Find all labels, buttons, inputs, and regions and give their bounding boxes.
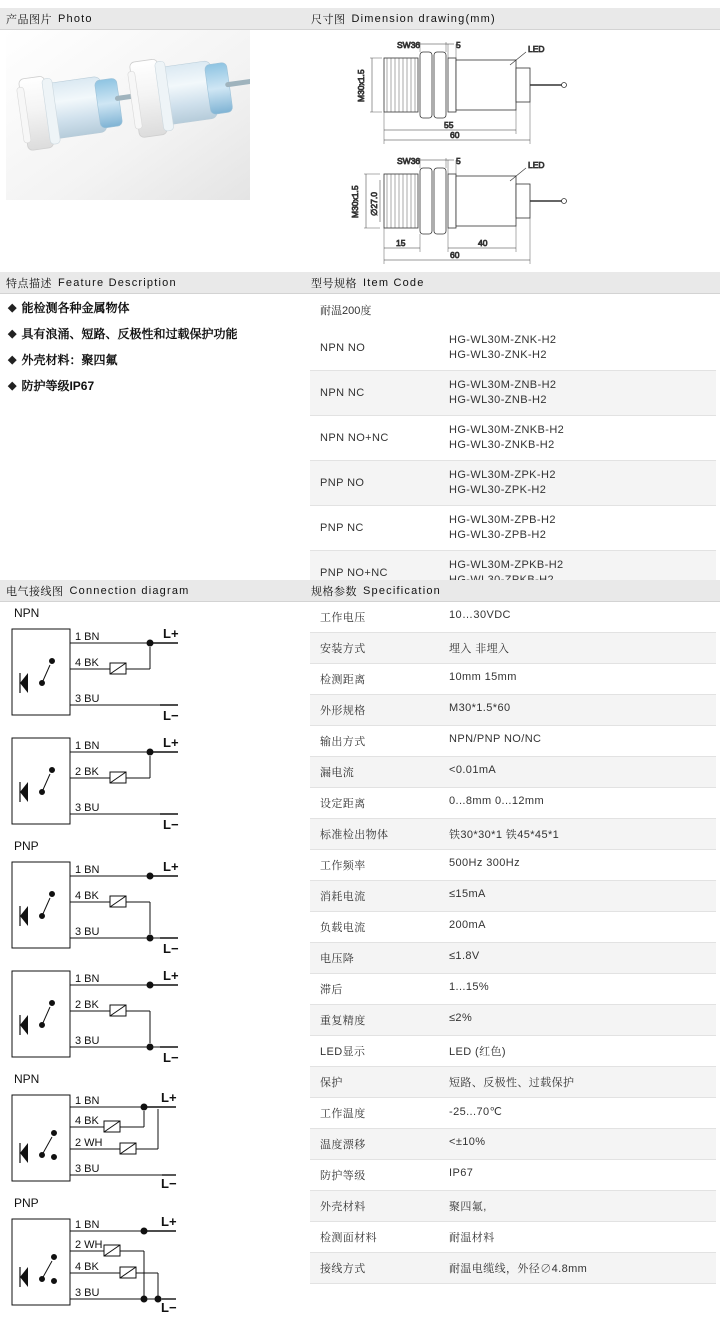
spec-key: 消耗电流 (320, 891, 366, 903)
section-header-dimension-en: Dimension drawing(mm) (351, 12, 496, 25)
connection-diagrams (0, 604, 300, 1318)
table-row (310, 757, 716, 788)
wiring-diagram-npn-2 (0, 730, 300, 834)
wire-label: 4 BK (75, 890, 99, 902)
spec-key: 设定距离 (320, 798, 366, 810)
svg-text:M30x1.5: M30x1.5 (356, 69, 366, 102)
section-header-specification-cn: 规格参数 (311, 585, 357, 598)
spec-key: 保护 (320, 1077, 343, 1089)
section-header-feature-cn: 特点描述 (6, 277, 52, 290)
spec-value: 埋入 非埋入 (449, 643, 510, 655)
table-row (310, 1222, 716, 1253)
spec-value: 10mm 15mm (449, 671, 517, 683)
wiring-diagram-npn-1 (0, 621, 300, 725)
feature-item (8, 326, 298, 343)
wire-label: 4 BK (75, 657, 99, 669)
table-row (310, 881, 716, 912)
spec-value: IP67 (449, 1167, 474, 1179)
svg-text:LED: LED (528, 44, 545, 54)
spec-key: 安装方式 (320, 643, 366, 655)
wire-label: 3 BU (75, 802, 100, 814)
wiring-diagram-pnp-nonc (0, 1211, 300, 1315)
wire-label: 1 BN (75, 864, 100, 876)
item-code-value: HG-WL30-ZNK-H2 (449, 349, 547, 361)
spec-value: NPN/PNP NO/NC (449, 733, 542, 745)
item-code-value: HG-WL30M-ZNK-H2 (449, 334, 557, 346)
spec-value: M30*1.5*60 (449, 702, 511, 714)
spec-key: 工作电压 (320, 612, 366, 624)
product-photo-illustration (6, 30, 250, 200)
table-row (310, 602, 716, 633)
wire-label: 1 BN (75, 631, 100, 643)
spec-key: 温度漂移 (320, 1139, 366, 1151)
wire-label: 4 BK (75, 1261, 99, 1273)
wire-label: 3 BU (75, 1287, 100, 1299)
wiring-group-title: PNP (14, 839, 39, 853)
item-code-type: NPN NO+NC (320, 432, 389, 444)
product-photo (6, 30, 250, 200)
spec-key: 重复精度 (320, 1015, 366, 1027)
table-row (310, 1253, 716, 1284)
section-header-connection (0, 580, 305, 602)
wire-label: 2 BK (75, 999, 99, 1011)
supply-minus: L− (163, 1050, 179, 1065)
table-row (310, 850, 716, 881)
wiring-group-title: PNP (14, 1196, 39, 1210)
item-code-type: NPN NO (320, 342, 366, 354)
spec-value: LED (红色) (449, 1046, 506, 1058)
wire-label: 3 BU (75, 693, 100, 705)
section-header-item-code-en: Item Code (363, 276, 425, 289)
table-row (310, 1098, 716, 1129)
item-code-value: HG-WL30M-ZPKB-H2 (449, 559, 564, 571)
svg-text:LED: LED (528, 160, 545, 170)
spec-value: ≤1.8V (449, 950, 480, 962)
spec-key: LED显示 (320, 1046, 366, 1058)
section-header-photo-en: Photo (58, 12, 93, 25)
wiring-group-title: NPN (14, 606, 40, 620)
supply-plus: L+ (161, 1090, 177, 1105)
item-code-values (445, 461, 716, 505)
spec-value: 耐温材料 (449, 1232, 495, 1244)
section-header-connection-en: Connection diagram (69, 584, 190, 597)
spec-key: 标准检出物体 (320, 829, 389, 841)
table-row (310, 788, 716, 819)
item-code-value: HG-WL30-ZNKB-H2 (449, 439, 555, 451)
wire-label: 2 WH (75, 1137, 103, 1149)
wiring-diagram-pnp-2 (0, 963, 300, 1067)
svg-text:5: 5 (456, 40, 461, 50)
item-code-values (445, 371, 716, 415)
spec-key: 外壳材料 (320, 1201, 366, 1213)
wiring-group-title: NPN (14, 1072, 40, 1086)
table-row (310, 664, 716, 695)
spec-key: 外形规格 (320, 705, 366, 717)
wire-label: 1 BN (75, 973, 100, 985)
feature-list (8, 300, 298, 404)
spec-value: 200mA (449, 919, 486, 931)
svg-text:5: 5 (456, 156, 461, 166)
svg-text:M30x1.5: M30x1.5 (350, 185, 360, 218)
spec-key: 滞后 (320, 984, 343, 996)
feature-item-label: 具有浪涌、短路、反极性和过载保护功能 (21, 327, 238, 341)
item-code-value: HG-WL30M-ZNB-H2 (449, 379, 557, 391)
svg-text:15: 15 (396, 238, 406, 248)
spec-key: 检测面材料 (320, 1232, 377, 1244)
spec-value: 短路、反极性、过载保护 (449, 1077, 575, 1089)
section-header-specification-en: Specification (363, 584, 441, 597)
table-row (310, 1036, 716, 1067)
wire-label: 3 BU (75, 926, 100, 938)
table-row (310, 633, 716, 664)
wire-label: 2 WH (75, 1239, 103, 1251)
item-code-type: PNP NC (320, 522, 364, 534)
spec-key: 输出方式 (320, 736, 366, 748)
spec-value: ≤15mA (449, 888, 486, 900)
svg-text:SW36: SW36 (397, 156, 421, 166)
diamond-bullet-icon: ◆ (8, 354, 17, 366)
spec-key: 防护等级 (320, 1170, 366, 1182)
section-header-feature (0, 272, 305, 294)
spec-value: <±10% (449, 1136, 486, 1148)
supply-minus: L− (161, 1300, 177, 1315)
svg-text:60: 60 (450, 130, 460, 140)
wire-label: 3 BU (75, 1035, 100, 1047)
svg-text:55: 55 (444, 120, 454, 130)
item-code-type: NPN NC (320, 387, 365, 399)
section-header-dimension-cn: 尺寸图 (311, 13, 346, 26)
spec-value: <0.01mA (449, 764, 497, 776)
wire-label: 1 BN (75, 1219, 100, 1231)
wire-label: 4 BK (75, 1115, 99, 1127)
feature-item-label: 外壳材料：聚四氟 (21, 353, 118, 367)
spec-value: 聚四氟, (449, 1201, 487, 1213)
dimension-drawing-svg (320, 26, 715, 271)
spec-key: 接线方式 (320, 1263, 366, 1275)
spec-key: 检测距离 (320, 674, 366, 686)
wire-label: 1 BN (75, 740, 100, 752)
table-row (310, 326, 716, 371)
spec-value: 0...8mm 0...12mm (449, 795, 545, 807)
feature-item-label: 防护等级IP67 (21, 379, 95, 393)
feature-item-label: 能检测各种金属物体 (21, 301, 130, 315)
svg-text:60: 60 (450, 250, 460, 260)
table-row (310, 1067, 716, 1098)
table-row (310, 1191, 716, 1222)
supply-minus: L− (163, 708, 179, 723)
dimension-drawing (320, 26, 715, 266)
table-row (310, 974, 716, 1005)
supply-minus: L− (163, 941, 179, 956)
feature-item (8, 300, 298, 317)
wiring-diagram-pnp-1 (0, 854, 300, 958)
svg-text:∅27.0: ∅27.0 (369, 192, 379, 216)
item-code-table (310, 294, 716, 596)
supply-plus: L+ (163, 859, 179, 874)
spec-value: 10…30VDC (449, 609, 511, 621)
table-row (310, 506, 716, 551)
item-code-values (445, 416, 716, 460)
item-code-value: HG-WL30M-ZNKB-H2 (449, 424, 565, 436)
table-row (310, 819, 716, 850)
spec-value: 铁30*30*1 铁45*45*1 (449, 829, 560, 841)
item-code-type: PNP NO (320, 477, 365, 489)
item-code-value: HG-WL30-ZPB-H2 (449, 529, 547, 541)
section-header-item-code (305, 272, 720, 294)
table-row (310, 1160, 716, 1191)
section-header-photo (0, 8, 305, 30)
spec-value: ≤2% (449, 1012, 473, 1024)
spec-key: 电压降 (320, 953, 355, 965)
spec-key: 工作温度 (320, 1108, 366, 1120)
table-row (310, 1005, 716, 1036)
table-row (310, 1129, 716, 1160)
table-row (310, 416, 716, 461)
table-row (310, 912, 716, 943)
spec-key: 漏电流 (320, 767, 355, 779)
wire-label: 1 BN (75, 1095, 100, 1107)
section-header-feature-en: Feature Description (58, 276, 177, 289)
section-header-item-code-cn: 型号规格 (311, 277, 357, 290)
item-code-type: PNP NO+NC (320, 567, 388, 579)
table-row (310, 371, 716, 416)
table-row (310, 461, 716, 506)
feature-item (8, 352, 298, 369)
table-row (310, 943, 716, 974)
feature-item (8, 378, 298, 395)
wire-label: 2 BK (75, 766, 99, 778)
diamond-bullet-icon: ◆ (8, 380, 17, 392)
supply-minus: L− (161, 1176, 177, 1191)
diamond-bullet-icon: ◆ (8, 328, 17, 340)
item-code-value: HG-WL30-ZPK-H2 (449, 484, 547, 496)
item-code-value: HG-WL30M-ZPB-H2 (449, 514, 556, 526)
wiring-diagram-npn-nonc (0, 1087, 300, 1191)
supply-plus: L+ (163, 626, 179, 641)
supply-minus: L− (163, 817, 179, 832)
wire-label: 3 BU (75, 1163, 100, 1175)
svg-text:SW36: SW36 (397, 40, 421, 50)
specification-table (310, 602, 716, 1284)
spec-key: 工作频率 (320, 860, 366, 872)
item-code-value: HG-WL30M-ZPK-H2 (449, 469, 556, 481)
item-code-value: HG-WL30-ZNB-H2 (449, 394, 547, 406)
spec-value: 1...15% (449, 981, 490, 993)
section-header-specification (305, 580, 720, 602)
section-header-connection-cn: 电气接线图 (6, 585, 64, 598)
spec-value: -25...70℃ (449, 1106, 503, 1118)
item-code-values (445, 326, 716, 370)
supply-plus: L+ (161, 1214, 177, 1229)
diamond-bullet-icon: ◆ (8, 302, 17, 314)
supply-plus: L+ (163, 735, 179, 750)
item-code-note: 耐温200度 (320, 305, 372, 317)
supply-plus: L+ (163, 968, 179, 983)
spec-value: 500Hz 300Hz (449, 857, 521, 869)
spec-key: 负载电流 (320, 922, 366, 934)
spec-value: 耐温电缆线，外径∅4.8mm (449, 1263, 588, 1275)
svg-text:40: 40 (478, 238, 488, 248)
item-code-values (445, 506, 716, 550)
table-row (310, 726, 716, 757)
table-row (310, 695, 716, 726)
section-header-photo-cn: 产品图片 (6, 13, 52, 26)
